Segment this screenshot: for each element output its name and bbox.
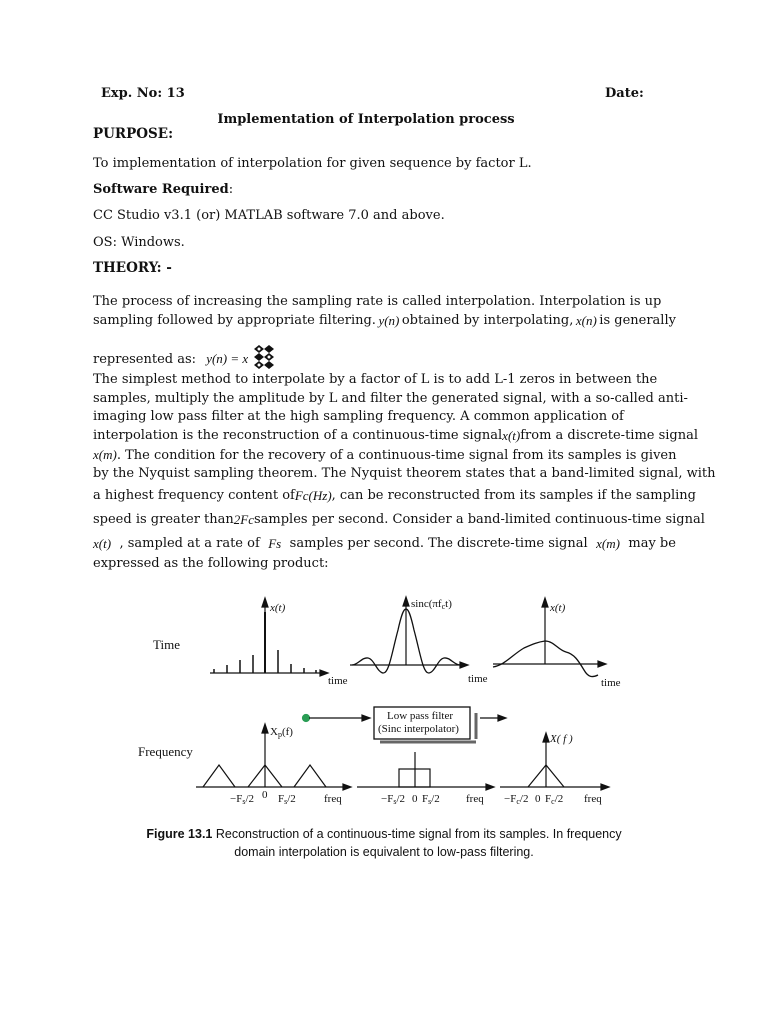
theory-p2-line-9-b: samples per second. The discrete-time signal	[289, 536, 588, 551]
label-xpf-main: X	[270, 726, 278, 738]
time-axis-2-arrow-icon	[460, 662, 468, 668]
label-sinc-sub: c	[441, 602, 446, 611]
theory-p1-line-3-a: represented as:	[93, 352, 197, 367]
tick-neg-fs2-2-sub: s	[393, 797, 397, 806]
theory-p2-line-4-a: interpolation is the reconstruction of a continuous-time signal	[93, 428, 503, 443]
tick-pos-fs2-1-sub: s	[284, 797, 288, 806]
label-xpf	[270, 726, 293, 739]
y-axis-2-arrow-icon	[403, 597, 409, 606]
label-xt-1: x(t)	[270, 602, 286, 614]
freq-y-axis-3-arrow-icon	[543, 733, 549, 742]
theory-p2-line-3-text: imaging low pass filter at the high sampling frequency. A common application of	[93, 409, 624, 424]
input-arrow-icon	[362, 715, 370, 721]
tick-pos-fs2-2	[422, 793, 440, 806]
figure-caption-line-1	[0, 825, 768, 844]
theory-p2-line-7-a: a highest frequency content of	[93, 488, 295, 503]
theory-p2-line-9	[93, 537, 676, 550]
input-node-dot	[303, 715, 310, 722]
math-xt-2: x(t)	[93, 536, 112, 551]
math-yn: y(n)	[378, 313, 400, 328]
theory-p2-line-8	[93, 512, 705, 527]
broken-glyph-icon	[252, 345, 276, 369]
y-axis-3-arrow-icon	[542, 598, 548, 607]
tick-zero-3: 0	[535, 793, 541, 805]
page-title: Implementation of Interpolation process	[217, 112, 515, 127]
theory-p2-line-9-a: , sampled at a rate of	[119, 536, 260, 551]
freq-axis-3-arrow-icon	[601, 784, 609, 790]
interpolation-figure	[0, 585, 768, 815]
theory-p2-line-5	[93, 448, 676, 462]
label-xf: X( f )	[550, 733, 573, 745]
tick-pos-fc2-sub: c	[551, 797, 555, 806]
theory-p1-line-2-a: sampling followed by appropriate filtering.	[93, 313, 376, 328]
filter-label-line-2: (Sinc interpolator)	[378, 723, 459, 735]
math-xm-2: x(m)	[596, 536, 620, 551]
label-xt-3: x(t)	[550, 602, 566, 614]
software-line-1: CC Studio v3.1 (or) MATLAB software 7.0 and above.	[93, 208, 445, 223]
experiment-number: Exp. No: 13	[101, 86, 185, 101]
label-freq-3: freq	[584, 793, 602, 805]
tick-neg-fs2-2-b: /2	[396, 793, 406, 805]
tick-neg-fc2-b: /2	[519, 793, 529, 805]
label-frequency: Frequency	[138, 744, 193, 759]
label-sinc-main: sinc(πf	[411, 598, 442, 610]
theory-p1-line-2-c: is generally	[599, 313, 676, 328]
purpose-text: To implementation of interpolation for given sequence by factor L.	[93, 156, 532, 171]
math-xm: x(m)	[93, 447, 117, 462]
software-heading-colon: :	[228, 182, 234, 197]
tick-neg-fs2-1	[230, 793, 254, 806]
math-xn: x(n)	[575, 313, 597, 328]
tick-pos-fs2-1-a: F	[278, 793, 285, 805]
theory-p2-line-8-a: speed is greater than	[93, 512, 234, 527]
theory-p2-line-7	[93, 488, 696, 503]
tick-neg-fc2	[504, 793, 528, 806]
theory-p2-line-5-b: . The condition for the recovery of a continuous-time signal from its samples is given	[116, 448, 677, 463]
tick-neg-fs2-1-sub: s	[242, 797, 246, 806]
theory-p2-line-1	[93, 373, 676, 386]
output-arrow-icon	[498, 715, 506, 721]
theory-heading: THEORY: -	[93, 260, 172, 276]
software-heading: Software Required	[93, 182, 229, 197]
tick-neg-fs2-2	[381, 793, 405, 806]
math-yn-equals: y(n) = x	[206, 351, 249, 366]
figure-caption-text: Reconstruction of a continuous-time signal from its samples. In frequency	[215, 827, 622, 841]
tick-pos-fc2	[545, 793, 563, 806]
theory-p1-line-2	[93, 314, 676, 327]
label-freq-2: freq	[466, 793, 484, 805]
theory-p2-line-4-b: from a discrete-time signal	[520, 428, 699, 443]
label-sinc	[411, 598, 452, 611]
theory-p1-line-1	[93, 295, 676, 308]
theory-p2-line-2	[93, 391, 688, 406]
label-time-axis-3: time	[601, 677, 621, 689]
theory-p2-line-6-text: by the Nyquist sampling theorem. The Nyquist theorem states that a band-limited signal, with	[93, 466, 716, 481]
math-2fc: 2Fc	[233, 512, 254, 527]
freq-y-axis-1-arrow-icon	[262, 724, 268, 733]
theory-p2-line-10: expressed as the following product:	[93, 556, 329, 571]
tick-pos-fs2-1	[278, 793, 296, 806]
spectrum-left-replica	[203, 765, 235, 787]
label-time: Time	[153, 637, 180, 652]
theory-p2-line-4	[93, 428, 699, 443]
label-time-axis-2: time	[468, 673, 488, 685]
date-label: Date:	[605, 86, 644, 101]
label-time-axis-1: time	[328, 675, 348, 687]
tick-neg-fs2-1-b: /2	[245, 793, 255, 805]
tick-pos-fs2-2-a: F	[422, 793, 429, 805]
theory-p2-line-6	[93, 466, 716, 481]
y-axis-1-arrow-icon	[262, 598, 268, 607]
math-fs: Fs	[268, 536, 282, 551]
time-axis-1-arrow-icon	[320, 670, 328, 676]
math-xt: x(t)	[502, 428, 521, 443]
purpose-heading: PURPOSE:	[93, 126, 174, 142]
tick-neg-fc2-sub: c	[516, 797, 520, 806]
theory-p2-line-7-b: , can be reconstructed from its samples if the sampling	[331, 488, 696, 503]
theory-p1-line-2-b: obtained by interpolating,	[401, 313, 574, 328]
software-line-2: OS: Windows.	[93, 235, 185, 250]
tick-zero-1: 0	[262, 789, 268, 801]
filter-label-line-1: Low pass filter	[387, 710, 453, 722]
theory-p2-line-1-text: The simplest method to interpolate by a factor of L is to add L-1 zeros in between the	[93, 372, 658, 387]
tick-zero-2: 0	[412, 793, 418, 805]
theory-p2-line-9-c: may be	[628, 536, 676, 551]
tick-pos-fs2-1-b: /2	[287, 793, 296, 805]
tick-pos-fs2-2-sub: s	[428, 797, 432, 806]
theory-p2-line-8-b: samples per second. Consider a band-limited continuous-time signal	[253, 512, 705, 527]
theory-p2-line-2-text: samples, multiply the amplitude by L and filter the generated signal, with a so-called anti-	[93, 391, 688, 406]
figure-caption-label: Figure 13.1	[146, 827, 213, 841]
tick-neg-fs2-1-a: −F	[230, 793, 243, 805]
theory-p2-line-3	[93, 410, 676, 423]
math-fc-hz: Fc(Hz)	[294, 488, 332, 503]
tick-pos-fc2-a: F	[545, 793, 552, 805]
figure-caption-line-2: domain interpolation is equivalent to low-pass filtering.	[234, 845, 534, 859]
theory-p1-line-1-text: The process of increasing the sampling rate is called interpolation. Interpolation is up	[93, 294, 662, 309]
freq-axis-1-arrow-icon	[343, 784, 351, 790]
label-xpf-end: (f)	[281, 726, 293, 738]
software-heading-line	[93, 183, 233, 196]
tick-neg-fc2-a: −F	[504, 793, 517, 805]
label-sinc-end: t)	[445, 598, 452, 610]
tick-pos-fs2-2-b: /2	[431, 793, 440, 805]
sample-stems	[214, 612, 316, 673]
tick-pos-fc2-b: /2	[554, 793, 564, 805]
freq-axis-2-arrow-icon	[486, 784, 494, 790]
label-freq-1: freq	[324, 793, 342, 805]
time-axis-3-arrow-icon	[598, 661, 606, 667]
theory-p1-line-3	[93, 345, 276, 369]
spectrum-right-replica	[294, 765, 326, 787]
tick-neg-fs2-2-a: −F	[381, 793, 394, 805]
label-xpf-sub: p	[277, 730, 282, 739]
